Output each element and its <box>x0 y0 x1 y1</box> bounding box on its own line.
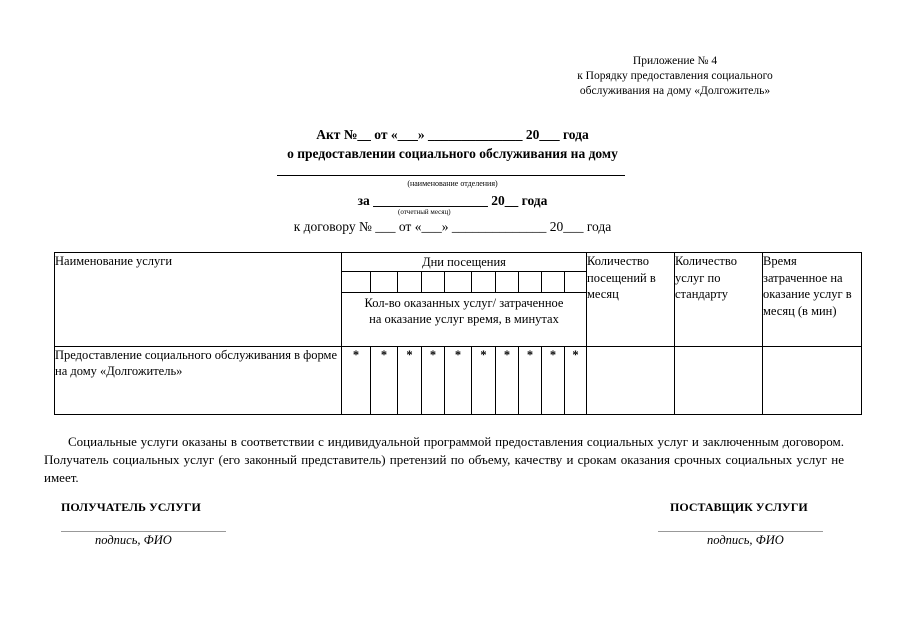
day-mark: * <box>542 346 565 414</box>
day-cell <box>398 271 422 292</box>
day-cell <box>342 271 371 292</box>
provider-signature-caption: подпись, ФИО <box>707 533 784 547</box>
day-cell <box>371 271 398 292</box>
department-line <box>277 175 625 176</box>
period-caption: (отчетный месяц) <box>398 208 451 216</box>
header-days-subtitle: Кол-во оказанных услуг/ затраченное на оказание услуг время, в минутах <box>342 292 587 346</box>
day-mark: * <box>371 346 398 414</box>
day-mark: * <box>398 346 422 414</box>
header-time-spent: Время затраченное на оказание услуг в месяц (в мин) <box>763 253 862 347</box>
day-cell <box>542 271 565 292</box>
appendix-line-1: Приложение № 4 <box>632 55 718 67</box>
period-line: за _________________ 20__ года <box>357 193 548 208</box>
visits-count-cell <box>587 346 675 414</box>
day-cell <box>445 271 472 292</box>
header-visit-days: Дни посещения <box>342 253 587 272</box>
department-caption: (наименование отделения) <box>407 179 498 188</box>
header-visits-count: Количество посещений в месяц <box>587 253 675 347</box>
day-mark: * <box>445 346 472 414</box>
header-standard-count: Количество услуг по стандарту <box>675 253 763 347</box>
day-cell <box>519 271 542 292</box>
appendix-line-2: к Порядку предоставления социального <box>577 70 773 82</box>
day-mark: * <box>342 346 371 414</box>
appendix-line-3: обслуживания на дому «Долгожитель» <box>579 85 771 97</box>
provider-signature-line <box>658 531 823 532</box>
recipient-signature-caption: подпись, ФИО <box>95 533 172 547</box>
standard-count-cell <box>675 346 763 414</box>
day-mark: * <box>519 346 542 414</box>
recipient-label: ПОЛУЧАТЕЛЬ УСЛУГИ <box>61 500 201 514</box>
day-mark: * <box>565 346 587 414</box>
header-service-name: Наименование услуги <box>55 253 342 347</box>
row-service-name: Предоставление социального обслуживания в форме на дому «Долгожитель» <box>55 346 342 414</box>
provider-label: ПОСТАВЩИК УСЛУГИ <box>670 500 808 514</box>
recipient-signature-line <box>61 531 226 532</box>
time-spent-cell <box>763 346 862 414</box>
day-cell <box>422 271 445 292</box>
act-title: Акт №__ от «___» ______________ 20___ года <box>316 127 589 142</box>
day-cell <box>565 271 587 292</box>
contract-line: к договору № ___ от «___» ______________ 20___ года <box>293 219 612 234</box>
day-mark: * <box>422 346 445 414</box>
day-mark: * <box>496 346 519 414</box>
services-table <box>54 252 862 415</box>
day-cell <box>472 271 496 292</box>
day-cell <box>496 271 519 292</box>
appendix-note <box>555 54 795 99</box>
day-mark: * <box>472 346 496 414</box>
statement-paragraph: Социальные услуги оказаны в соответствии с индивидуальной программой предоставления социальных услуг и заключенным договором. Получатель социальных услуг (его законный представитель) претензий по объему, качеству и срокам оказания срочных социальных услуг не имеет. <box>44 434 844 485</box>
act-subtitle: о предоставлении социального обслуживания на дому <box>287 146 618 161</box>
